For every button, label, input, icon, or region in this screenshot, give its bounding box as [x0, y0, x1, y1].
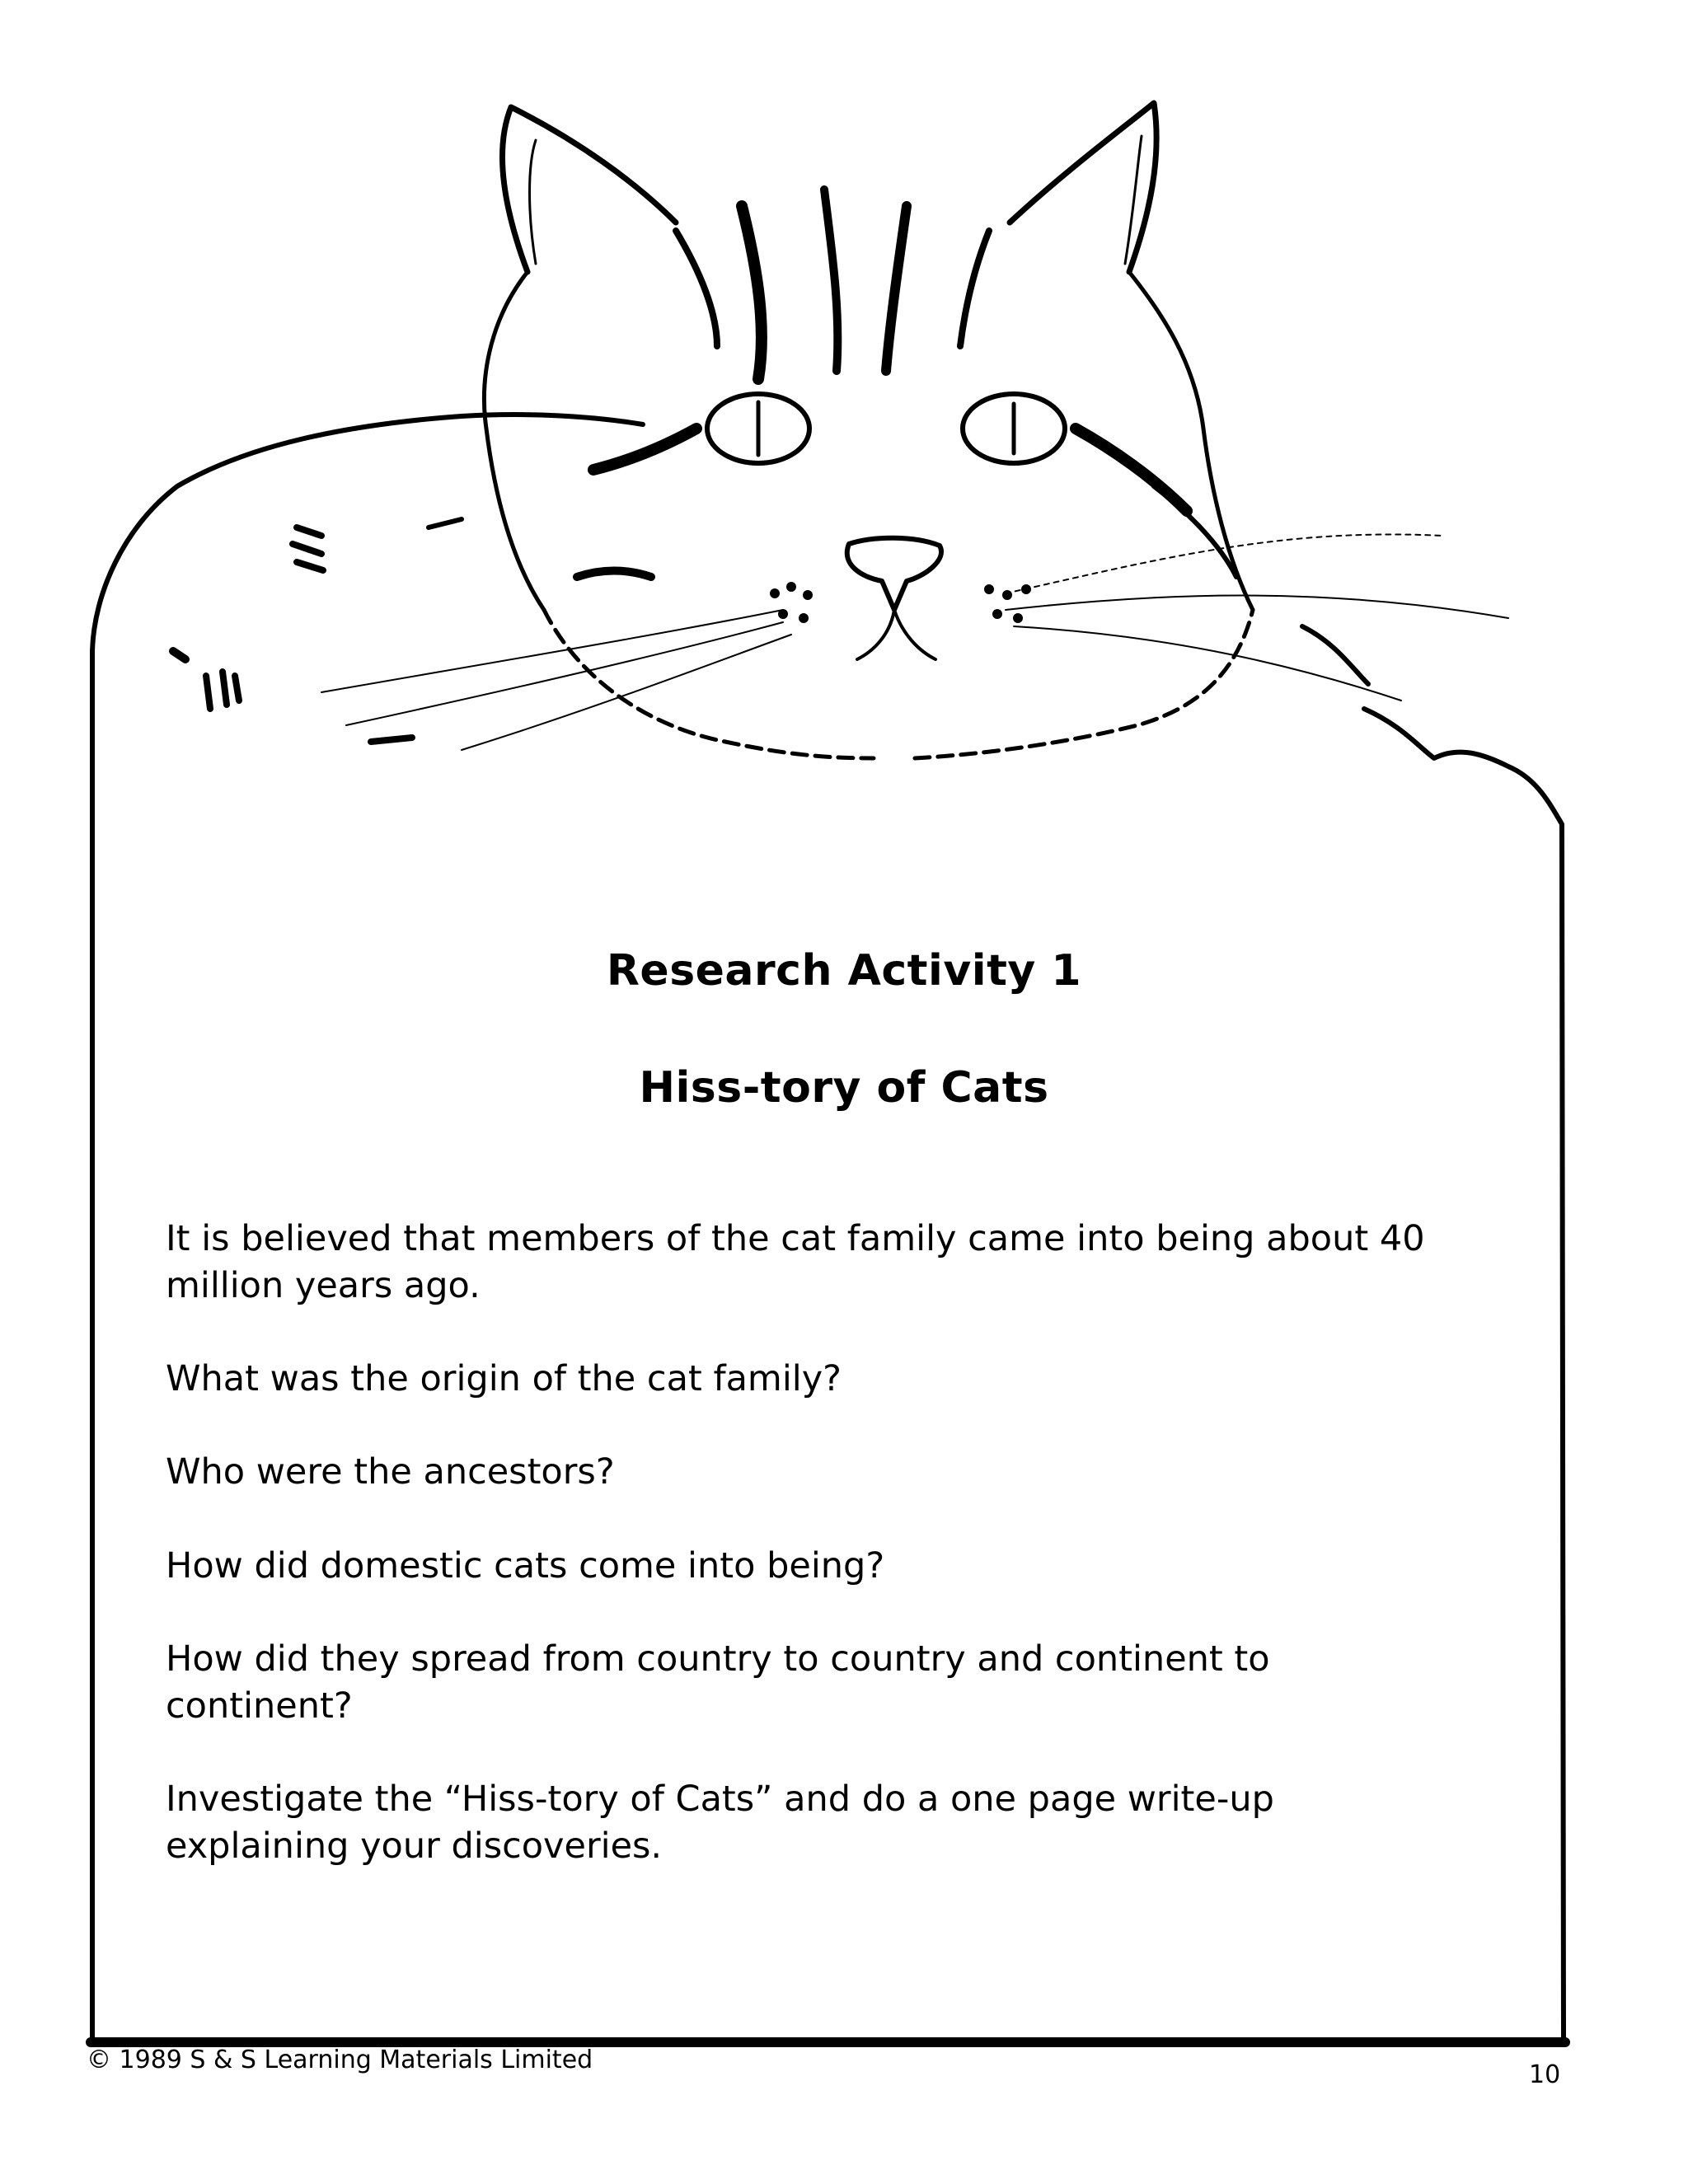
page-number: 10	[1529, 2060, 1561, 2089]
instruction-paragraph: Investigate the “Hiss-tory of Cats” and do a one page write-up explaining your discoveries.	[166, 1779, 1274, 1867]
question-ancestors: Who were the ancestors?	[166, 1451, 615, 1493]
question-origin: What was the origin of the cat family?	[166, 1358, 842, 1399]
question-domestic: How did domestic cats come into being?	[166, 1545, 885, 1586]
cat-illustration	[173, 103, 1508, 758]
activity-title: Research Activity 1	[606, 946, 1082, 996]
activity-subtitle: Hiss-tory of Cats	[639, 1063, 1049, 1113]
copyright-notice: © 1989 S & S Learning Materials Limited	[87, 2046, 593, 2074]
question-spread: How did they spread from country to country and continent to continent?	[166, 1638, 1270, 1727]
intro-paragraph: It is believed that members of the cat family came into being about 40 million years ago.	[166, 1218, 1425, 1306]
